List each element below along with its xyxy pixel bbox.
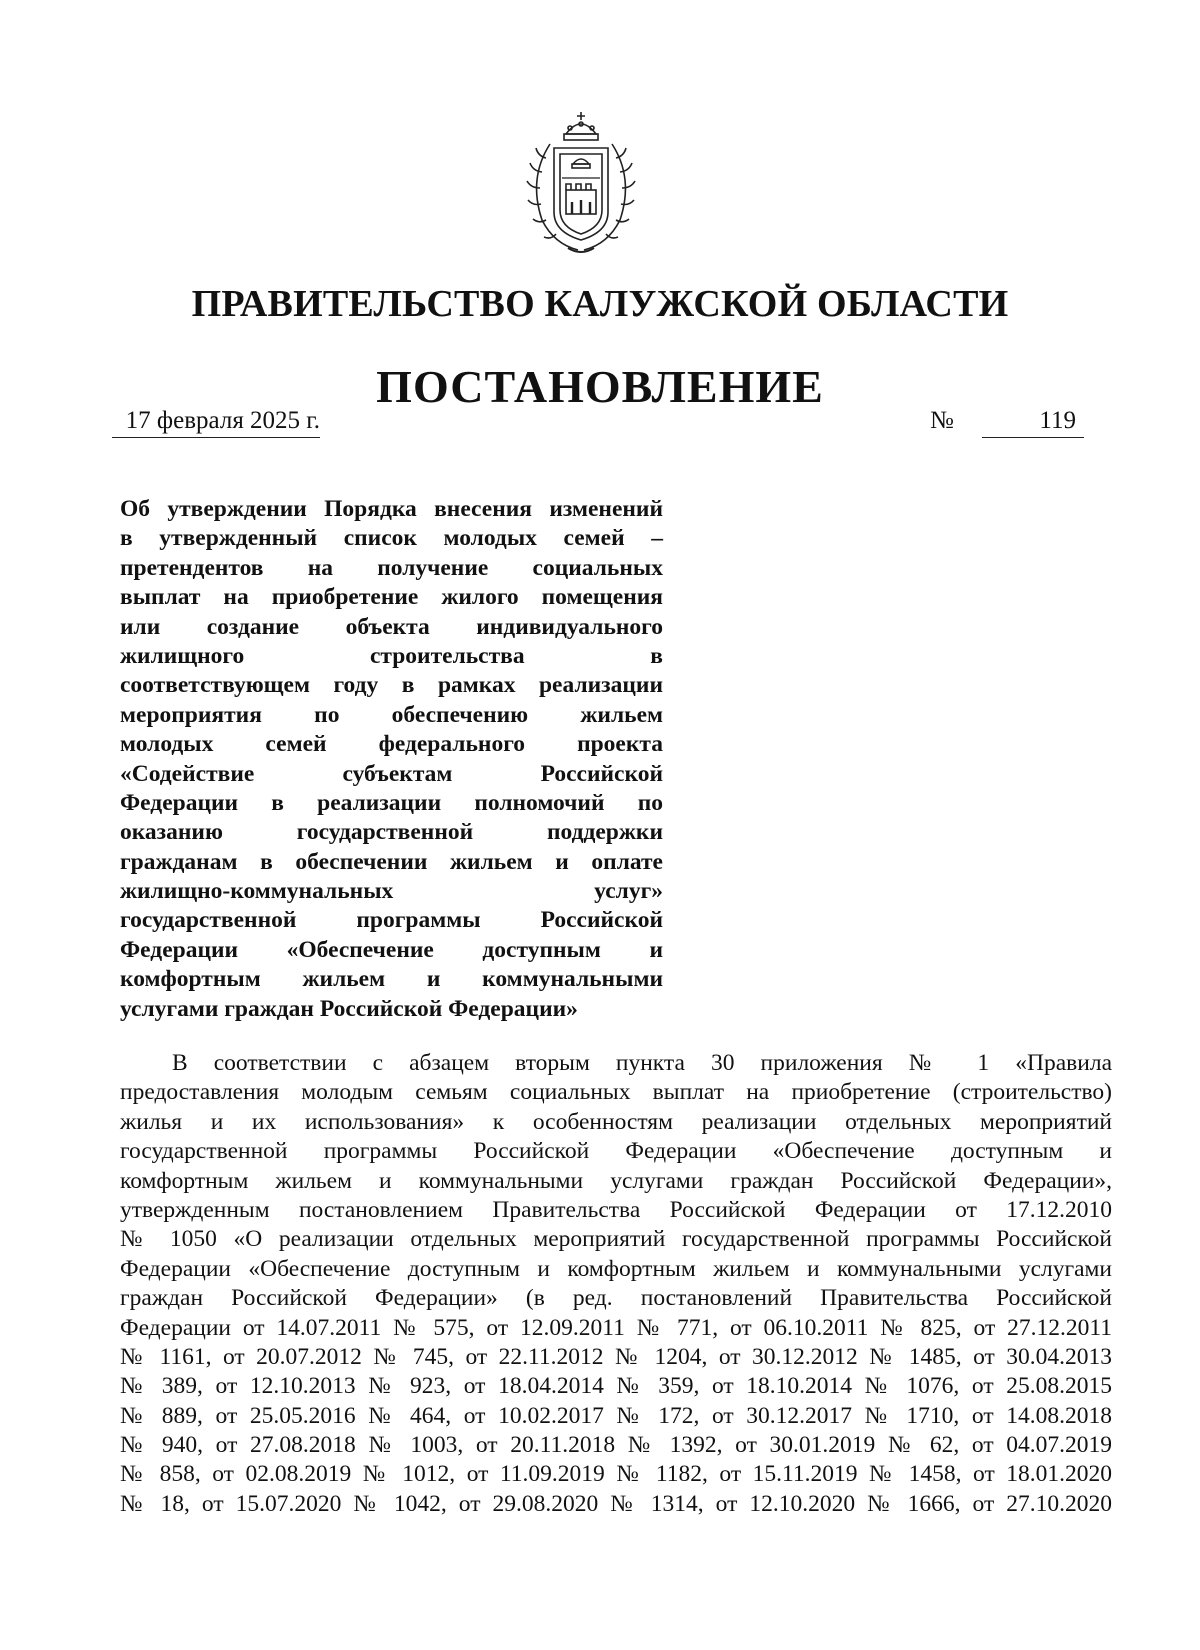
body-line: утвержденным постановлением Правительства Российской Федерации от 17.12.2010	[120, 1196, 1112, 1223]
subject-line: соответствующем году в рамках реализации	[120, 672, 663, 699]
body-line: Федерации от 14.07.2011 № 575, от 12.09.2011 № 771, от 06.10.2011 № 825, от 27.12.2011	[120, 1314, 1112, 1341]
document-type-title: ПОСТАНОВЛЕНИЕ	[376, 361, 824, 412]
body-paragraph	[120, 1049, 1112, 1519]
subject-line: выплат на приобретение жилого помещения	[120, 584, 663, 611]
subject-line: гражданам в обеспечении жильем и оплате	[120, 848, 663, 875]
body-line: граждан Российской Федерации» (в ред. постановлений Правительства Российской	[120, 1285, 1112, 1312]
subject-line: мероприятия по обеспечению жильем	[120, 701, 663, 728]
body-line: Федерации «Обеспечение доступным и комфортным жильем и коммунальными услугами	[120, 1255, 1112, 1282]
subject-line: комфортным жильем и коммунальными	[120, 966, 663, 993]
subject-line: Об утверждении Порядка внесения изменений	[120, 496, 663, 522]
body-line: предоставления молодым семьям социальных выплат на приобретение (строительство)	[120, 1079, 1112, 1106]
body-line: жилья и их использования» к особенностям реализации отдельных мероприятий	[120, 1108, 1112, 1135]
body-line: комфортным жильем и коммунальными услугами граждан Российской Федерации»,	[120, 1167, 1112, 1194]
organization-title: ПРАВИТЕЛЬСТВО КАЛУЖСКОЙ ОБЛАСТИ	[191, 283, 1009, 325]
subject-line: в утвержденный список молодых семей –	[120, 525, 663, 552]
body-line: № 858, от 02.08.2019 № 1012, от 11.09.2019 № 1182, от 15.11.2019 № 1458, от 18.01.2020	[120, 1461, 1112, 1488]
number-sign: №	[930, 407, 954, 434]
subject-line: услугами граждан Российской Федерации»	[120, 995, 578, 1022]
body-line: № 940, от 27.08.2018 № 1003, от 20.11.2018 № 1392, от 30.01.2019 № 62, от 04.07.2019	[120, 1432, 1112, 1459]
document-date: 17 февраля 2025 г.	[112, 407, 320, 438]
body-line: государственной программы Российской Федерации «Обеспечение доступным и	[120, 1138, 1112, 1165]
document-subject	[120, 495, 663, 1024]
coat-of-arms-emblem	[520, 108, 642, 256]
body-line: № 889, от 25.05.2016 № 464, от 10.02.2017 № 172, от 30.12.2017 № 1710, от 14.08.2018	[120, 1402, 1112, 1429]
subject-line: Федерации в реализации полномочий по	[120, 789, 663, 816]
subject-line: претендентов на получение социальных	[120, 554, 663, 581]
body-line: № 389, от 12.10.2013 № 923, от 18.04.2014 № 359, от 18.10.2014 № 1076, от 25.08.2015	[120, 1373, 1112, 1400]
body-line: В соответствии с абзацем вторым пункта 30 приложения № 1 «Правила	[172, 1050, 1112, 1076]
body-line: № 1161, от 20.07.2012 № 745, от 22.11.2012 № 1204, от 30.12.2012 № 1485, от 30.04.2013	[120, 1343, 1112, 1370]
subject-line: «Содействие субъектам Российской	[120, 760, 663, 787]
subject-line: или создание объекта индивидуального	[120, 613, 663, 640]
subject-line: Федерации «Обеспечение доступным и	[120, 936, 663, 963]
subject-line: молодых семей федерального проекта	[120, 731, 663, 758]
subject-line: жилищного строительства в	[120, 642, 663, 669]
document-number: 119	[982, 407, 1084, 438]
body-line: № 18, от 15.07.2020 № 1042, от 29.08.2020 № 1314, от 12.10.2020 № 1666, от 27.10.2020	[120, 1490, 1112, 1517]
body-line: № 1050 «О реализации отдельных мероприятий государственной программы Российской	[120, 1226, 1112, 1253]
subject-line: оказанию государственной поддержки	[120, 819, 663, 846]
subject-line: государственной программы Российской	[120, 907, 663, 934]
subject-line: жилищно-коммунальных услуг»	[120, 878, 663, 905]
